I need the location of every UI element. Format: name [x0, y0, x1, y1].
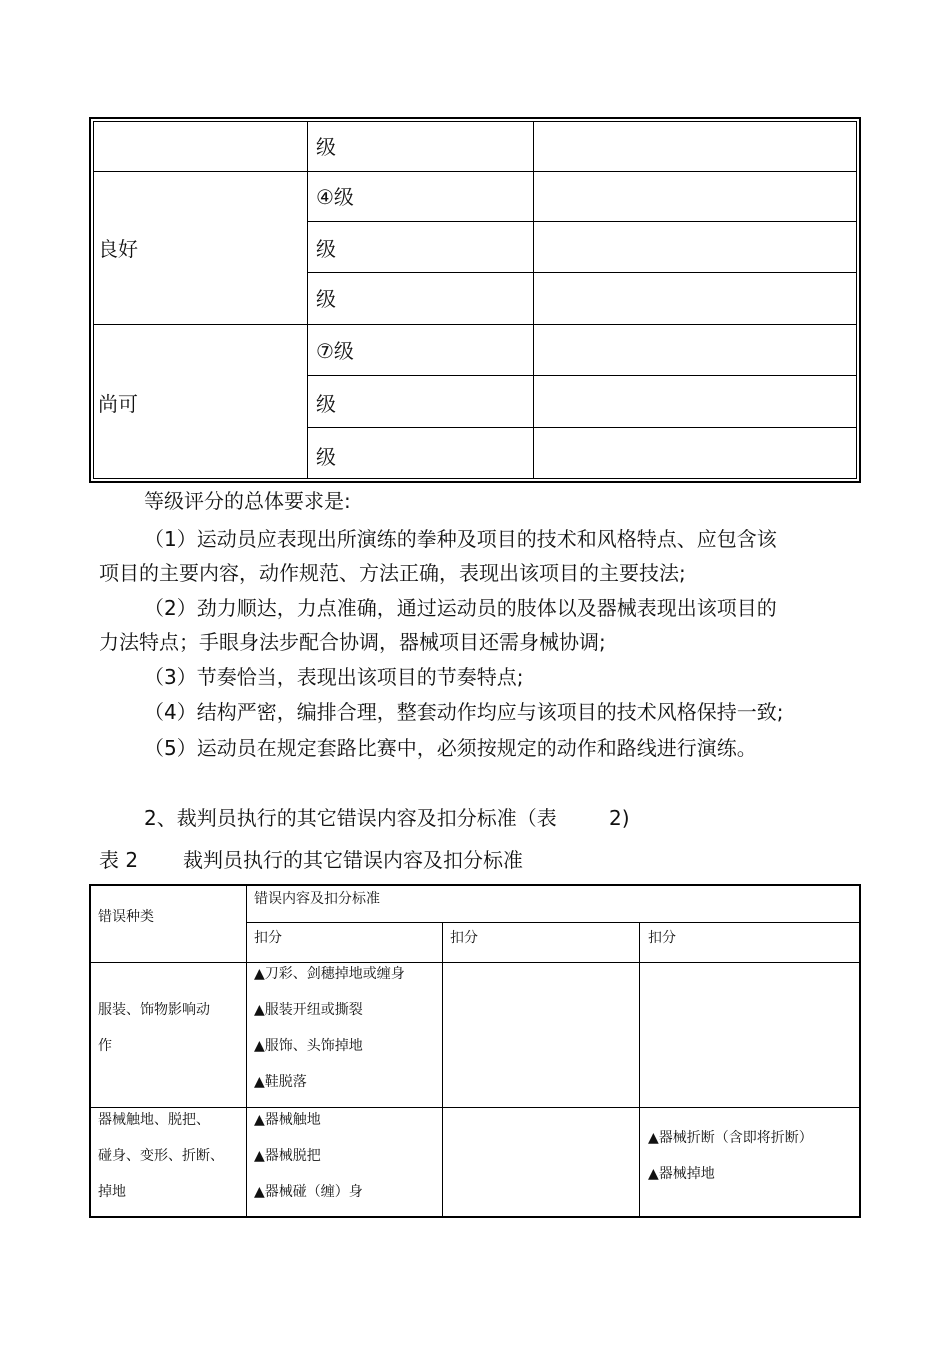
requirement-1-line2: 项目的主要内容，动作规范、方法正确，表现出该项目的主要技法;: [99, 561, 686, 585]
level-cell: ⑦级: [316, 339, 354, 363]
section2-heading-number: 2): [609, 806, 630, 830]
header-deduction: 扣分: [450, 930, 478, 946]
error-type-cell: 碰身、变形、折断、: [98, 1148, 224, 1164]
error-type-cell: 作: [98, 1038, 112, 1054]
requirement-2-line1: （2）劲力顺达，力点准确，通过运动员的肢体以及器械表现出该项目的: [144, 596, 777, 620]
error-type-cell: 器械触地、脱把、: [98, 1112, 210, 1128]
error-item: ▲服装开纽或撕裂: [254, 1002, 363, 1018]
error-item: ▲器械碰（缠）身: [254, 1184, 363, 1200]
error-item: ▲器械掉地: [648, 1166, 715, 1182]
requirement-2-line2: 力法特点；手眼身法步配合协调，器械项目还需身械协调;: [99, 630, 606, 654]
requirement-5: （5）运动员在规定套路比赛中，必须按规定的动作和路线进行演练。: [144, 736, 757, 760]
header-error-type: 错误种类: [98, 909, 154, 925]
error-item: ▲刀彩、剑穗掉地或缠身: [254, 966, 405, 982]
requirement-3: （3）节奏恰当，表现出该项目的节奏特点;: [144, 665, 524, 689]
table2-caption-label: 表 2: [99, 848, 139, 872]
level-cell: 级: [316, 392, 336, 416]
requirement-1-line1: （1）运动员应表现出所演练的拳种及项目的技术和风格特点、应包含该: [144, 527, 777, 551]
category-cell-good: 良好: [98, 237, 138, 261]
header-error-content: 错误内容及扣分标准: [254, 891, 380, 907]
error-type-cell: 服装、饰物影响动: [98, 1002, 210, 1018]
level-cell: ④级: [316, 185, 354, 209]
error-item: ▲服饰、头饰掉地: [254, 1038, 363, 1054]
table2-caption-title: 裁判员执行的其它错误内容及扣分标准: [183, 848, 523, 872]
section2-heading: 2、裁判员执行的其它错误内容及扣分标准（表: [144, 806, 557, 830]
level-cell: 级: [316, 287, 336, 311]
header-deduction: 扣分: [254, 930, 282, 946]
error-type-cell: 掉地: [98, 1184, 126, 1200]
level-cell: 级: [316, 237, 336, 261]
requirement-4: （4）结构严密，编排合理，整套动作均应与该项目的技术风格保持一致;: [144, 700, 784, 724]
level-cell: 级: [316, 445, 336, 469]
category-cell-fair: 尚可: [98, 392, 138, 416]
error-item: ▲器械折断（含即将折断）: [648, 1130, 813, 1146]
header-deduction: 扣分: [648, 930, 676, 946]
level-cell: 级: [316, 135, 336, 159]
error-item: ▲鞋脱落: [254, 1074, 307, 1090]
error-item: ▲器械脱把: [254, 1148, 321, 1164]
error-item: ▲器械触地: [254, 1112, 321, 1128]
requirements-intro: 等级评分的总体要求是:: [144, 489, 351, 513]
